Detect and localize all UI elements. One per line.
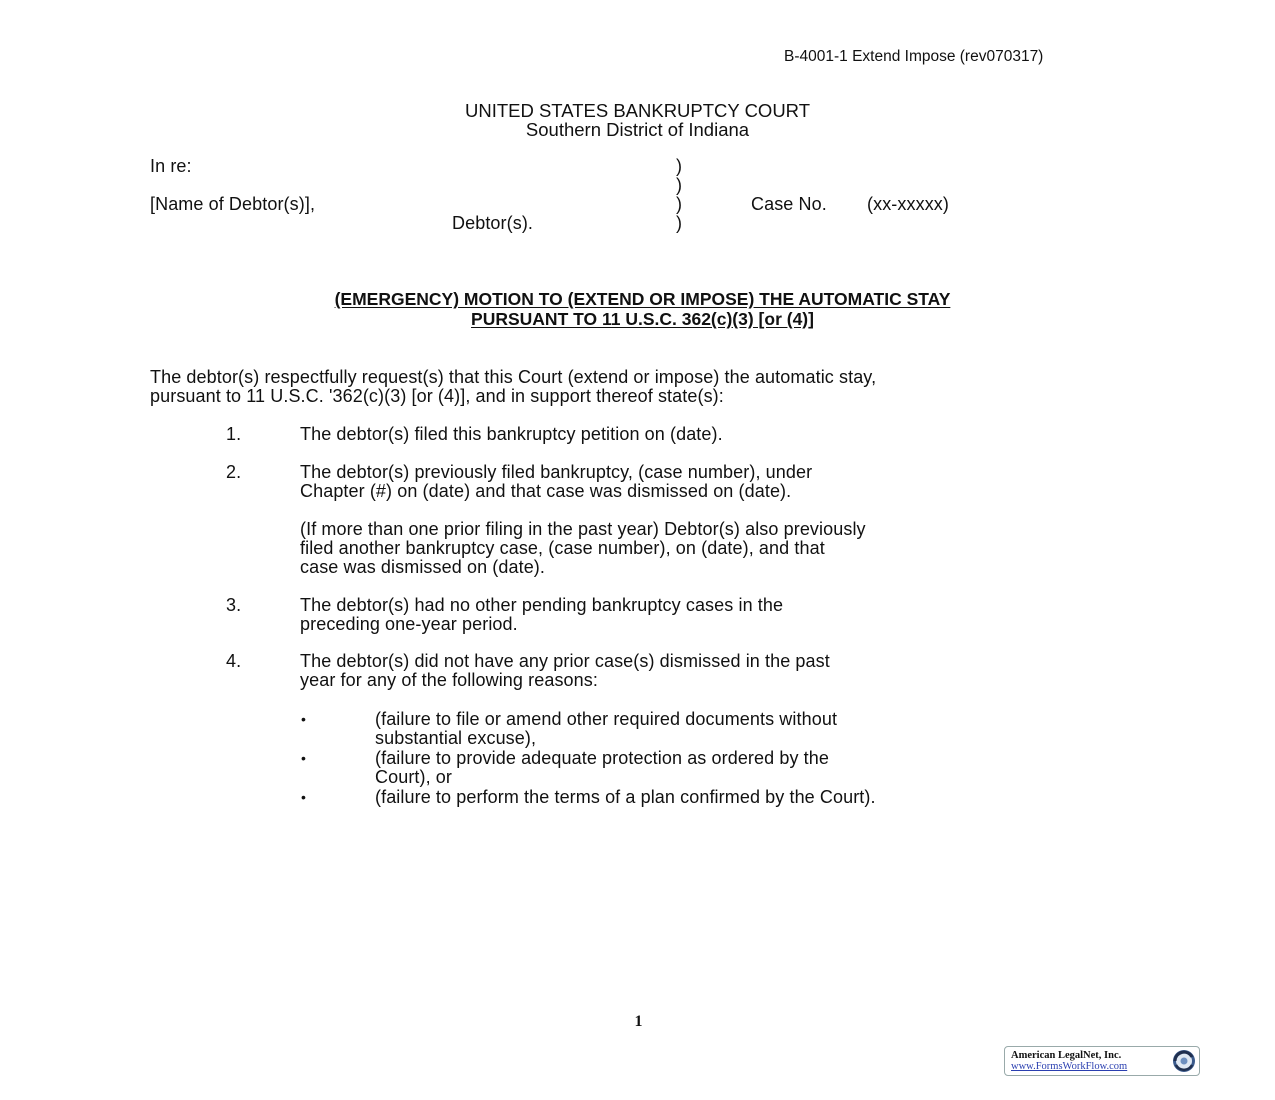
item-text: The debtor(s) filed this bankruptcy petition on (date). <box>300 424 723 444</box>
bullet-text: Court), or <box>375 767 453 787</box>
intro-line1: The debtor(s) respectfully request(s) that this Court (extend or impose) the automatic stay, <box>150 367 877 387</box>
intro-line2: pursuant to 11 U.S.C. '362(c)(3) [or (4)], and in support thereof state(s): <box>150 386 724 406</box>
item-number: 1. <box>226 424 242 444</box>
page-number: 1 <box>634 1013 643 1030</box>
bullet-text: (failure to perform the terms of a plan confirmed by the Court). <box>375 787 876 807</box>
bullet-text: (failure to file or amend other required documents without <box>375 709 838 729</box>
court-name: UNITED STATES BANKRUPTCY COURT <box>464 100 811 121</box>
bullet-text: (failure to provide adequate protection as ordered by the <box>375 748 829 768</box>
bullet-icon: • <box>301 711 307 727</box>
item-number: 3. <box>226 595 242 615</box>
item-text: The debtor(s) previously filed bankruptcy, (case number), under <box>300 462 813 482</box>
item-text: year for any of the following reasons: <box>300 670 598 690</box>
motion-title-line1: (EMERGENCY) MOTION TO (EXTEND OR IMPOSE) THE AUTOMATIC STAY <box>334 289 951 309</box>
caption-paren: ) <box>676 156 683 176</box>
bullet-text: substantial excuse), <box>375 728 537 748</box>
globe-logo-icon <box>1170 1048 1196 1074</box>
bullet-icon: • <box>301 789 307 805</box>
badge-url-link[interactable]: www.FormsWorkFlow.com <box>1011 1061 1128 1072</box>
bullet-icon: • <box>301 750 307 766</box>
in-re-label: In re: <box>150 156 192 176</box>
caption-paren: ) <box>676 194 683 214</box>
item-text: The debtor(s) had no other pending bankruptcy cases in the <box>300 595 784 615</box>
caption-paren: ) <box>676 213 683 233</box>
case-no-label: Case No. <box>751 194 827 214</box>
debtor-name: [Name of Debtor(s)], <box>150 194 316 214</box>
item-subtext: (If more than one prior filing in the past year) Debtor(s) also previously <box>300 519 866 539</box>
form-id: B-4001-1 Extend Impose (rev070317) <box>784 48 1044 65</box>
case-no-value: (xx-xxxxx) <box>867 194 949 214</box>
motion-title-line2: PURSUANT TO 11 U.S.C. 362(c)(3) [or (4)] <box>471 309 814 329</box>
item-number: 4. <box>226 651 242 671</box>
item-number: 2. <box>226 462 242 482</box>
legalnet-badge[interactable] <box>1004 1046 1200 1076</box>
caption-paren: ) <box>676 175 683 195</box>
item-text: Chapter (#) on (date) and that case was dismissed on (date). <box>300 481 792 501</box>
item-text: preceding one-year period. <box>300 614 518 634</box>
debtor-label: Debtor(s). <box>452 213 534 233</box>
badge-company-name: American LegalNet, Inc. <box>1011 1050 1122 1061</box>
item-text: The debtor(s) did not have any prior case(s) dismissed in the past <box>300 651 830 671</box>
item-subtext: case was dismissed on (date). <box>300 557 546 577</box>
district-name: Southern District of Indiana <box>525 119 750 140</box>
item-subtext: filed another bankruptcy case, (case number), on (date), and that <box>300 538 825 558</box>
